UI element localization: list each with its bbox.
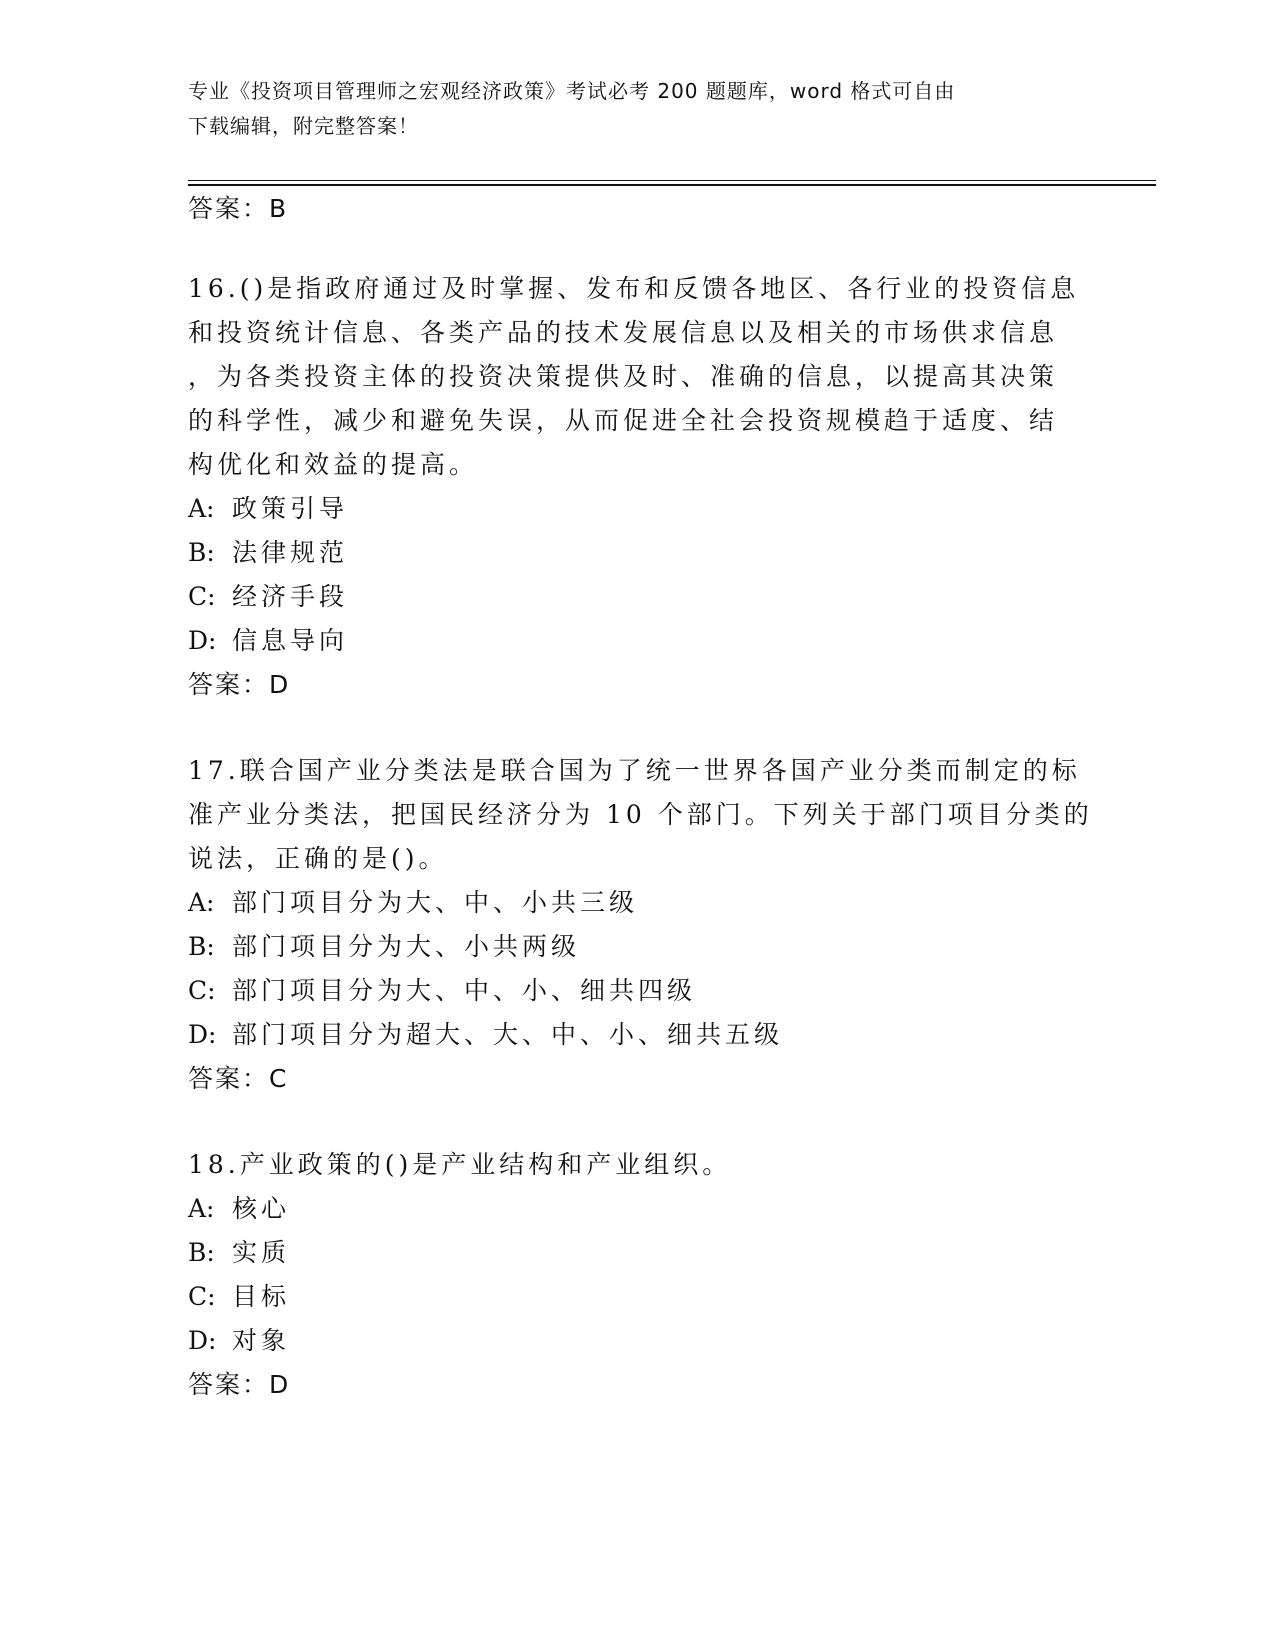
question-16-option-d [188, 618, 348, 664]
option-text: 法律规范 [232, 538, 349, 567]
option-text: 实质 [232, 1238, 291, 1267]
question-17-option-b [188, 924, 580, 970]
option-text: 信息导向 [232, 626, 349, 655]
question-17-line-1: 17.联合国产业分类法是联合国为了统一世界各国产业分类而制定的标 [188, 756, 1081, 785]
question-16-option-a [188, 486, 348, 532]
question-16-line-1: 16.()是指政府通过及时掌握、发布和反馈各地区、各行业的投资信息 [188, 274, 1080, 303]
option-text: 部门项目分为大、小共两级 [232, 932, 581, 961]
option-text: 核心 [232, 1194, 291, 1223]
question-16-line-2: 和投资统计信息、各类产品的技术发展信息以及相关的市场供求信息 [188, 318, 1059, 347]
question-18-option-b [188, 1230, 290, 1276]
question-16-answer: 答案：D [188, 670, 291, 699]
header-line-2: 下载编辑，附完整答案！ [188, 114, 419, 138]
header-rule-thin [188, 180, 1156, 181]
answer-previous: 答案：B [188, 194, 289, 223]
option-text: 部门项目分为大、中、小、细共四级 [232, 976, 697, 1005]
page-header [188, 74, 1088, 144]
question-17-line-2: 准产业分类法，把国民经济分为 10 个部门。下列关于部门项目分类的 [188, 800, 1093, 829]
header-rule-thick [188, 184, 1156, 186]
option-letter: A: [188, 1194, 215, 1223]
option-letter: D: [188, 626, 217, 655]
question-18-option-c [188, 1274, 290, 1320]
question-16-line-5: 构优化和效益的提高。 [188, 450, 479, 479]
question-17-option-c [188, 968, 696, 1014]
question-16-option-b [188, 530, 348, 576]
option-text: 部门项目分为大、中、小共三级 [232, 888, 639, 917]
option-text: 目标 [232, 1282, 291, 1311]
option-text: 经济手段 [232, 582, 349, 611]
question-17-answer: 答案：C [188, 1064, 289, 1093]
option-text: 政策引导 [232, 494, 349, 523]
option-letter: D: [188, 1020, 217, 1049]
question-16-line-3: ，为各类投资主体的投资决策提供及时、准确的信息，以提高其决策 [188, 362, 1059, 391]
option-letter: B: [188, 538, 215, 567]
option-letter: B: [188, 932, 215, 961]
question-18-option-d [188, 1318, 290, 1364]
option-text: 对象 [232, 1326, 291, 1355]
question-18-line-1: 18.产业政策的()是产业结构和产业组织。 [188, 1150, 732, 1179]
option-letter: C: [188, 976, 216, 1005]
option-text: 部门项目分为超大、大、中、小、细共五级 [232, 1020, 784, 1049]
header-line-1: 专业《投资项目管理师之宏观经济政策》考试必考 200 题题库，word 格式可自由 [188, 79, 956, 103]
option-letter: C: [188, 582, 216, 611]
question-17-line-3: 说法，正确的是()。 [188, 844, 448, 873]
option-letter: D: [188, 1326, 217, 1355]
question-17-option-d [188, 1012, 783, 1058]
option-letter: A: [188, 888, 215, 917]
option-letter: A: [188, 494, 215, 523]
question-18-option-a [188, 1186, 290, 1232]
question-18-answer: 答案：D [188, 1370, 291, 1399]
option-letter: C: [188, 1282, 216, 1311]
option-letter: B: [188, 1238, 215, 1267]
question-16-line-4: 的科学性，减少和避免失误，从而促进全社会投资规模趋于适度、结 [188, 406, 1059, 435]
question-17-option-a [188, 880, 638, 926]
question-16-option-c [188, 574, 348, 620]
